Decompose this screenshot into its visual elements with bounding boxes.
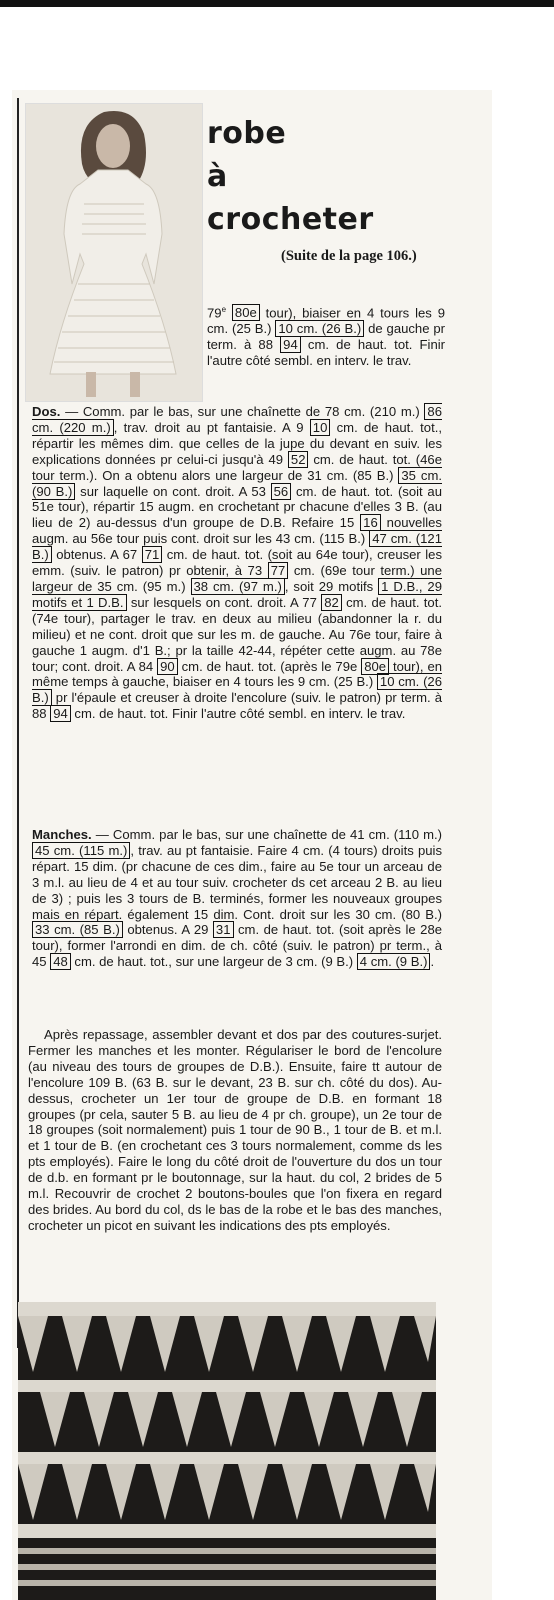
size-box: 31 [213,921,234,938]
model-photo [25,103,203,402]
dos-paragraph: Dos. — Comm. par le bas, sur une chaînette de 78 cm. (210 m.) 86 cm. (220 m.) , trav. droit au pt fantaisie. A 9 10 cm. de haut. tot., répartir les mêmes dim. que celles de la jupe du devant en suiv. les explications données pr celui-ci jusqu'à 49 52 cm. de haut. tot. (46e tour term.). On a obtenu alors une largeur de 31 cm. (85 B.) 35 cm. (90 B.) sur laquelle on cont. droit. A 53 56 cm. de haut. tot. (soit au 51e tour), répartir 15 augm. en crochetant pr chacune d'elles 3 B. (au lieu de 2) au-dessus d'un groupe de D.B. Refaire 15 16 nouvelles augm. au 56e tour puis cont. droit sur les 43 cm. (115 B.) 47 cm. (121 B.) obtenus. A 67 71 cm. de haut. tot. (soit au 64e tour), creuser les emm. (suiv. le patron) pr obtenir, à 73 77 cm. (69e tour term.) une largeur de 35 cm. (95 m.) 38 cm. (97 m.) , soit 29 motifs 1 D.B., 29 motifs et 1 D.B. sur lesquels on cont. droit. A 77 82 cm. de haut. tot. (74e tour), partager le trav. en deux au milieu (abandonner la r. du milieu) et ne cont. droit que sur les m. de gauche. Au 76e tour, faire à gauche 1 augm. d'1 B.; pr la taille 42-44, répéter cette augm. au 78e tour; cont. droit. A 84 90 cm. de haut. tot. (après le 79e 80e tour), en même temps à gauche, biaiser en 4 tours les 9 cm. (25 B.) 10 cm. (26 B.) pr l'épaule et creuser à droite l'encolure (suiv. le patron) pr term. à 88 94 cm. de haut. tot. Finir l'autre côté sembl. en interv. le trav. [32,404,443,722]
size-box: 48 [50,953,71,970]
title-line-2: à [207,159,228,194]
size-box: 10 cm. (26 B.) [32,674,442,706]
size-box: 90 [157,658,178,675]
manches-paragraph: Manches. — Comm. par le bas, sur une chaînette de 41 cm. (110 m.) 45 cm. (115 m.) , trav. au pt fantaisie. Faire 4 cm. (4 tours) droits puis répart. 15 dim. (pr chacune de ces dim., faire au 5e tour un arceau de 3 m.l. au lieu de 4 et au tour suiv. crocheter ds cet arceau 2 B. au lieu de 3) ; puis les 3 tours de B. terminés, former les nouveaux groupes mais en répart. également 15 dim. Cont. droit sur les 30 cm. (80 B.) 33 cm. (85 B.) obtenus. A 29 31 cm. de haut. tot. (soit après le 28e tour), former l'arrondi en dim. de ch. côté (suiv. le patron) pr term., à 45 48 cm. de haut. tot., sur une largeur de 3 cm. (9 B.) 4 cm. (9 B.) . [32,827,443,970]
intro-paragraph: 79e 80e tour), biaiser en 4 tours les 9 cm. (25 B.) 10 cm. (26 B.) de gauche pr term. à 88 94 cm. de haut. tot. Finir l'autre côté sembl. en interv. le trav. [207,305,445,369]
size-box: 33 cm. (85 B.) [32,921,123,938]
size-box: 10 [310,419,331,436]
title-line-1: robe [207,116,287,151]
size-box: 82 [321,594,342,611]
continuation-note: (Suite de la page 106.) [281,248,417,264]
title-line-3: crocheter [207,202,374,237]
size-box: 4 cm. (9 B.) [357,953,431,970]
section-heading-dos: Dos. [32,404,61,419]
section-heading-manches: Manches. [32,827,92,842]
crochet-stitch-photo [18,1302,436,1600]
vertical-rule [17,98,19,1348]
size-box: 16 [360,514,381,531]
size-box: 47 cm. (121 B.) [32,531,442,563]
size-box: 80e [232,304,260,321]
size-box: 45 cm. (115 m.) [32,842,130,859]
size-box: 56 [271,483,292,500]
size-box: 71 [142,546,163,563]
article-title [207,112,467,241]
size-box: 38 cm. (97 m.) [191,578,285,595]
size-box: 80e [361,658,389,675]
assembly-paragraph: Après repassage, assembler devant et dos par des coutures-surjet. Fermer les manches et les monter. Régulariser le bord de l'encolure (au niveau des tours de groupes de D.B.). Ensuite, faire tt autour de l'encolure 109 B. (63 B. sur le devant, 23 B. sur ch. côté du dos). Au-dessus, crocheter un 1er tour de groupe de D.B. en formant 18 groupes (pr cela, sauter 5 B. au lieu de 4 pr ch. groupe), un 2e tour de 18 groupes (soit normalement) puis 1 tour de 90 B., 1 tour de B. et m.l. et 1 tour de B. (en crochetant ces 3 tours normalement, comme ds les pts employés). Faire le long du côté droit de l'ouverture du dos un tour de d.b. en formant pr le boutonnage, sur la haut. du col, 2 brides de 5 m.l. Recouvrir de crochet 2 boutons-boules que l'on fixera en regard des brides. Au bord du col, ds le bas de la robe et le bas des manches, crocheter un picot en suivant les indications des pts employés. [28,1027,442,1233]
size-box: 94 [280,336,301,353]
size-box: 86 cm. (220 m.) [32,404,442,435]
size-box: 94 [50,705,71,722]
size-box: 10 cm. (26 B.) [275,320,364,337]
top-border [0,0,554,7]
size-box: 35 cm. (90 B.) [32,467,442,499]
size-box: 52 [288,451,309,468]
size-box: 77 [268,562,289,579]
size-box: 1 D.B., 29 motifs et 1 D.B. [32,578,442,610]
